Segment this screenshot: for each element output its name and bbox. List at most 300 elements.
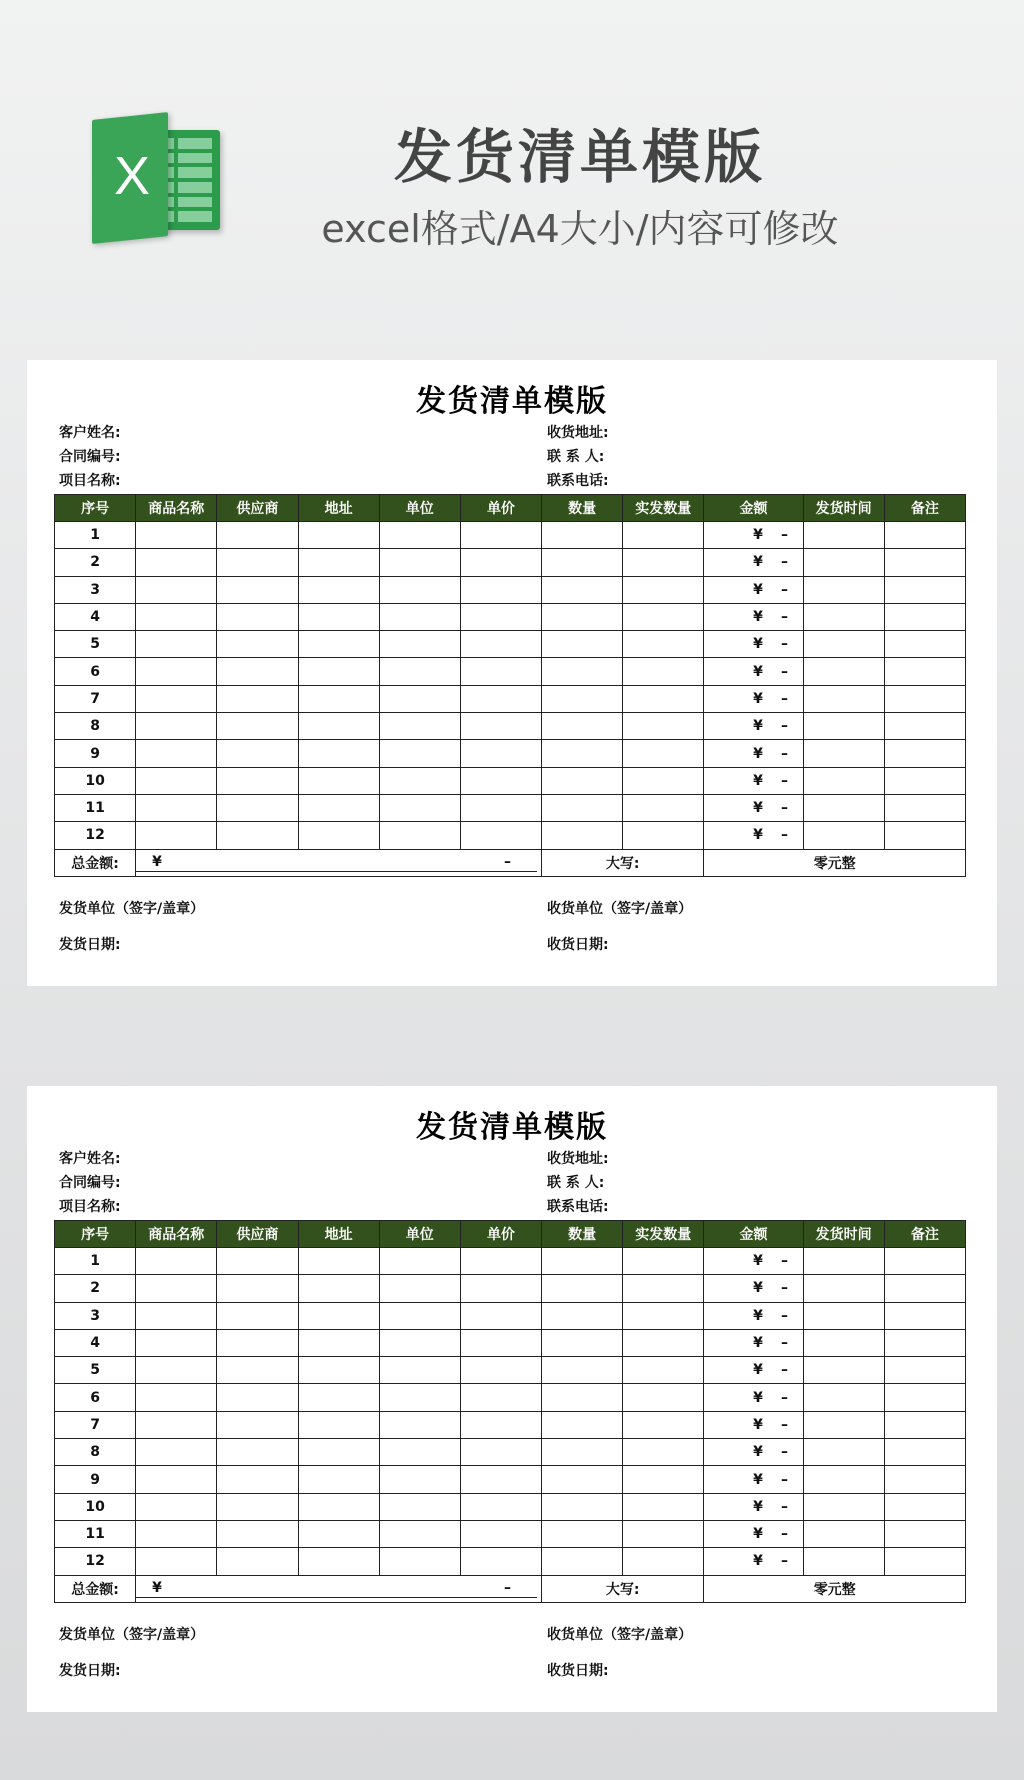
table-cell[interactable] xyxy=(298,1248,379,1275)
amount-cell xyxy=(704,822,803,849)
currency-symbol: ¥ xyxy=(753,1444,763,1461)
table-cell[interactable] xyxy=(803,576,884,603)
table-cell[interactable] xyxy=(623,631,704,658)
table-cell[interactable] xyxy=(623,1411,704,1438)
amount-cell xyxy=(704,522,803,549)
table-cell[interactable] xyxy=(217,794,298,821)
table-cell[interactable] xyxy=(623,549,704,576)
table-cell[interactable] xyxy=(803,522,884,549)
table-cell[interactable] xyxy=(136,1493,217,1520)
table-cell[interactable] xyxy=(136,1384,217,1411)
receiver-unit-label: 收货单位（签字/盖章） xyxy=(547,1627,693,1643)
amount-cell xyxy=(704,1520,803,1547)
document-preview-1 xyxy=(27,360,997,986)
currency-symbol: ¥ xyxy=(753,690,763,707)
table-cell[interactable] xyxy=(379,522,460,549)
table-cell[interactable] xyxy=(298,522,379,549)
table-cell[interactable] xyxy=(217,1275,298,1302)
table-cell[interactable] xyxy=(298,549,379,576)
table-cell[interactable] xyxy=(623,1384,704,1411)
table-cell[interactable] xyxy=(460,1548,541,1575)
amount-dash: – xyxy=(780,663,788,680)
row-number-cell: 8 xyxy=(55,713,136,740)
table-cell[interactable] xyxy=(884,713,965,740)
table-cell[interactable] xyxy=(298,767,379,794)
table-cell[interactable] xyxy=(803,1439,884,1466)
table-cell[interactable] xyxy=(542,631,623,658)
table-cell[interactable] xyxy=(136,1411,217,1438)
table-header-row xyxy=(55,495,966,522)
table-cell[interactable] xyxy=(542,713,623,740)
table-cell[interactable] xyxy=(217,1329,298,1356)
table-row xyxy=(55,631,966,658)
column-header: 供应商 xyxy=(217,1221,298,1248)
column-header: 数量 xyxy=(542,495,623,522)
currency-symbol: ¥ xyxy=(753,1307,763,1324)
amount-dash: – xyxy=(780,554,788,571)
table-cell[interactable] xyxy=(460,603,541,630)
amount-dash: – xyxy=(780,718,788,735)
table-cell[interactable] xyxy=(623,685,704,712)
column-header: 发货时间 xyxy=(803,1221,884,1248)
table-cell[interactable] xyxy=(803,1248,884,1275)
table-cell[interactable] xyxy=(217,1439,298,1466)
table-cell[interactable] xyxy=(542,685,623,712)
table-cell[interactable] xyxy=(136,1302,217,1329)
amount-dash: – xyxy=(780,745,788,762)
table-cell[interactable] xyxy=(542,1548,623,1575)
table-cell[interactable] xyxy=(542,822,623,849)
table-cell[interactable] xyxy=(136,1520,217,1547)
table-cell[interactable] xyxy=(884,1384,965,1411)
row-number-cell: 7 xyxy=(55,1411,136,1438)
receiver-unit-label: 收货单位（签字/盖章） xyxy=(547,901,693,917)
table-cell[interactable] xyxy=(623,794,704,821)
table-row xyxy=(55,822,966,849)
table-cell[interactable] xyxy=(623,1439,704,1466)
table-cell[interactable] xyxy=(623,658,704,685)
table-cell[interactable] xyxy=(379,1248,460,1275)
table-cell[interactable] xyxy=(542,522,623,549)
table-cell[interactable] xyxy=(136,1329,217,1356)
table-cell[interactable] xyxy=(884,1411,965,1438)
table-cell[interactable] xyxy=(217,549,298,576)
table-cell[interactable] xyxy=(217,1248,298,1275)
table-cell[interactable] xyxy=(884,767,965,794)
table-cell[interactable] xyxy=(884,794,965,821)
table-cell[interactable] xyxy=(379,740,460,767)
table-cell[interactable] xyxy=(217,1357,298,1384)
table-cell[interactable] xyxy=(884,1329,965,1356)
table-cell[interactable] xyxy=(460,1466,541,1493)
table-cell[interactable] xyxy=(136,822,217,849)
column-header: 单位 xyxy=(379,1221,460,1248)
currency-symbol: ¥ xyxy=(753,1362,763,1379)
table-cell[interactable] xyxy=(217,1548,298,1575)
table-cell[interactable] xyxy=(803,1357,884,1384)
amount-dash: – xyxy=(780,1335,788,1352)
capital-amount-label: 大写: xyxy=(542,849,704,876)
table-cell[interactable] xyxy=(460,1384,541,1411)
table-cell[interactable] xyxy=(379,767,460,794)
table-cell[interactable] xyxy=(217,713,298,740)
table-cell[interactable] xyxy=(460,685,541,712)
hero-banner xyxy=(0,0,1024,320)
table-cell[interactable] xyxy=(217,1302,298,1329)
project-name-label: 项目名称: xyxy=(59,473,121,489)
table-cell[interactable] xyxy=(623,713,704,740)
table-cell[interactable] xyxy=(884,631,965,658)
table-cell[interactable] xyxy=(217,1411,298,1438)
table-cell[interactable] xyxy=(460,1302,541,1329)
table-cell[interactable] xyxy=(460,631,541,658)
row-number-cell: 12 xyxy=(55,1548,136,1575)
row-number-cell: 3 xyxy=(55,1302,136,1329)
table-cell[interactable] xyxy=(298,1439,379,1466)
table-cell[interactable] xyxy=(136,576,217,603)
table-cell[interactable] xyxy=(460,576,541,603)
table-cell[interactable] xyxy=(803,685,884,712)
table-cell[interactable] xyxy=(623,1302,704,1329)
table-cell[interactable] xyxy=(136,1439,217,1466)
table-cell[interactable] xyxy=(884,685,965,712)
table-cell[interactable] xyxy=(623,1466,704,1493)
table-cell[interactable] xyxy=(136,603,217,630)
table-cell[interactable] xyxy=(803,1384,884,1411)
table-cell[interactable] xyxy=(136,549,217,576)
table-cell[interactable] xyxy=(803,1275,884,1302)
table-cell[interactable] xyxy=(298,1548,379,1575)
table-cell[interactable] xyxy=(298,1493,379,1520)
table-cell[interactable] xyxy=(884,576,965,603)
table-cell[interactable] xyxy=(803,549,884,576)
table-cell[interactable] xyxy=(884,549,965,576)
table-cell[interactable] xyxy=(542,1493,623,1520)
table-cell[interactable] xyxy=(884,822,965,849)
table-cell[interactable] xyxy=(803,1548,884,1575)
table-cell[interactable] xyxy=(379,822,460,849)
contact-person-label: 联 系 人: xyxy=(547,1175,605,1191)
amount-cell xyxy=(704,1384,803,1411)
table-cell[interactable] xyxy=(623,522,704,549)
table-cell[interactable] xyxy=(379,603,460,630)
table-cell[interactable] xyxy=(217,1520,298,1547)
table-row xyxy=(55,658,966,685)
table-cell[interactable] xyxy=(136,522,217,549)
table-cell[interactable] xyxy=(298,822,379,849)
table-cell[interactable] xyxy=(217,1493,298,1520)
table-cell[interactable] xyxy=(136,631,217,658)
currency-symbol: ¥ xyxy=(753,1553,763,1570)
table-cell[interactable] xyxy=(884,1439,965,1466)
table-row xyxy=(55,740,966,767)
table-cell[interactable] xyxy=(803,794,884,821)
table-cell[interactable] xyxy=(298,1384,379,1411)
table-cell[interactable] xyxy=(623,740,704,767)
amount-cell xyxy=(704,549,803,576)
table-cell[interactable] xyxy=(379,1548,460,1575)
amount-cell xyxy=(704,1493,803,1520)
table-cell[interactable] xyxy=(379,794,460,821)
column-header: 实发数量 xyxy=(623,1221,704,1248)
table-cell[interactable] xyxy=(136,1248,217,1275)
table-cell[interactable] xyxy=(803,1411,884,1438)
table-cell[interactable] xyxy=(298,1302,379,1329)
table-cell[interactable] xyxy=(379,1384,460,1411)
table-cell[interactable] xyxy=(542,658,623,685)
table-cell[interactable] xyxy=(298,1466,379,1493)
table-cell[interactable] xyxy=(542,1357,623,1384)
table-cell[interactable] xyxy=(803,822,884,849)
amount-dash: – xyxy=(780,1498,788,1515)
table-cell[interactable] xyxy=(217,522,298,549)
table-cell[interactable] xyxy=(379,1275,460,1302)
table-cell[interactable] xyxy=(884,1357,965,1384)
table-cell[interactable] xyxy=(460,1248,541,1275)
table-cell[interactable] xyxy=(884,740,965,767)
table-cell[interactable] xyxy=(884,1466,965,1493)
table-row xyxy=(55,1275,966,1302)
table-cell[interactable] xyxy=(803,1466,884,1493)
total-amount-value xyxy=(136,1575,542,1602)
total-amount-label: 总金额: xyxy=(55,1575,136,1602)
table-cell[interactable] xyxy=(803,658,884,685)
currency-symbol: ¥ xyxy=(753,1335,763,1352)
table-cell[interactable] xyxy=(217,1466,298,1493)
amount-dash: – xyxy=(780,800,788,817)
amount-dash: – xyxy=(780,581,788,598)
table-cell[interactable] xyxy=(623,1275,704,1302)
hero-subtitle: excel格式/A4大小/内容可修改 xyxy=(321,207,839,251)
table-cell[interactable] xyxy=(803,1520,884,1547)
total-dash: – xyxy=(504,1579,512,1596)
table-cell[interactable] xyxy=(379,1329,460,1356)
table-cell[interactable] xyxy=(298,713,379,740)
table-cell[interactable] xyxy=(542,1302,623,1329)
table-cell[interactable] xyxy=(379,1520,460,1547)
table-cell[interactable] xyxy=(379,1439,460,1466)
table-cell[interactable] xyxy=(623,1248,704,1275)
column-header: 金额 xyxy=(704,495,803,522)
table-cell[interactable] xyxy=(136,713,217,740)
amount-cell xyxy=(704,603,803,630)
table-cell[interactable] xyxy=(298,1275,379,1302)
table-cell[interactable] xyxy=(379,1493,460,1520)
total-underline xyxy=(136,1597,537,1598)
table-cell[interactable] xyxy=(217,685,298,712)
table-cell[interactable] xyxy=(623,822,704,849)
table-cell[interactable] xyxy=(379,658,460,685)
table-cell[interactable] xyxy=(542,1329,623,1356)
table-cell[interactable] xyxy=(884,1248,965,1275)
table-cell[interactable] xyxy=(217,658,298,685)
contract-number-label: 合同编号: xyxy=(59,449,121,465)
table-cell[interactable] xyxy=(136,767,217,794)
table-cell[interactable] xyxy=(379,1302,460,1329)
table-cell[interactable] xyxy=(623,1329,704,1356)
table-cell[interactable] xyxy=(803,767,884,794)
contact-person-label: 联 系 人: xyxy=(547,449,605,465)
table-cell[interactable] xyxy=(217,740,298,767)
table-cell[interactable] xyxy=(298,658,379,685)
amount-dash: – xyxy=(780,636,788,653)
table-cell[interactable] xyxy=(884,603,965,630)
table-cell[interactable] xyxy=(379,576,460,603)
table-cell[interactable] xyxy=(298,1411,379,1438)
table-cell[interactable] xyxy=(623,767,704,794)
table-cell[interactable] xyxy=(460,713,541,740)
row-number-cell: 4 xyxy=(55,1329,136,1356)
table-cell[interactable] xyxy=(884,1275,965,1302)
table-cell[interactable] xyxy=(136,1548,217,1575)
excel-logo-letter: X xyxy=(113,146,151,206)
total-dash: – xyxy=(504,853,512,870)
table-cell[interactable] xyxy=(803,631,884,658)
table-cell[interactable] xyxy=(298,631,379,658)
total-currency-symbol: ¥ xyxy=(152,1579,162,1596)
table-cell[interactable] xyxy=(623,1520,704,1547)
table-cell[interactable] xyxy=(542,740,623,767)
table-cell[interactable] xyxy=(460,1329,541,1356)
amount-cell xyxy=(704,1411,803,1438)
table-cell[interactable] xyxy=(542,576,623,603)
table-cell[interactable] xyxy=(542,1248,623,1275)
table-cell[interactable] xyxy=(884,1493,965,1520)
table-cell[interactable] xyxy=(460,522,541,549)
table-cell[interactable] xyxy=(542,1439,623,1466)
currency-symbol: ¥ xyxy=(753,581,763,598)
row-number-cell: 7 xyxy=(55,685,136,712)
table-cell[interactable] xyxy=(298,794,379,821)
table-cell[interactable] xyxy=(136,740,217,767)
row-number-cell: 4 xyxy=(55,603,136,630)
table-cell[interactable] xyxy=(542,603,623,630)
table-cell[interactable] xyxy=(379,685,460,712)
table-cell[interactable] xyxy=(136,685,217,712)
table-cell[interactable] xyxy=(623,1493,704,1520)
table-cell[interactable] xyxy=(460,1520,541,1547)
table-cell[interactable] xyxy=(298,1329,379,1356)
delivery-table xyxy=(54,494,966,877)
table-cell[interactable] xyxy=(379,1411,460,1438)
currency-symbol: ¥ xyxy=(753,1280,763,1297)
delivery-address-label: 收货地址: xyxy=(547,1151,609,1167)
table-cell[interactable] xyxy=(217,767,298,794)
row-number-cell: 12 xyxy=(55,822,136,849)
row-number-cell: 5 xyxy=(55,1357,136,1384)
table-cell[interactable] xyxy=(460,1493,541,1520)
table-cell[interactable] xyxy=(217,603,298,630)
table-cell[interactable] xyxy=(379,713,460,740)
table-cell[interactable] xyxy=(217,1384,298,1411)
table-cell[interactable] xyxy=(803,740,884,767)
row-number-cell: 11 xyxy=(55,1520,136,1547)
capital-amount-label: 大写: xyxy=(542,1575,704,1602)
table-cell[interactable] xyxy=(136,1357,217,1384)
table-cell[interactable] xyxy=(460,767,541,794)
table-cell[interactable] xyxy=(298,576,379,603)
table-cell[interactable] xyxy=(136,658,217,685)
table-cell[interactable] xyxy=(136,1466,217,1493)
table-cell[interactable] xyxy=(803,1329,884,1356)
contract-number-label: 合同编号: xyxy=(59,1175,121,1191)
amount-dash: – xyxy=(780,1553,788,1570)
table-cell[interactable] xyxy=(542,794,623,821)
table-cell[interactable] xyxy=(542,767,623,794)
table-cell[interactable] xyxy=(136,794,217,821)
table-row xyxy=(55,1302,966,1329)
table-cell[interactable] xyxy=(379,549,460,576)
table-row xyxy=(55,522,966,549)
table-cell[interactable] xyxy=(460,740,541,767)
table-cell[interactable] xyxy=(217,822,298,849)
table-cell[interactable] xyxy=(623,603,704,630)
excel-logo-icon xyxy=(88,116,228,246)
table-cell[interactable] xyxy=(884,658,965,685)
table-cell[interactable] xyxy=(298,740,379,767)
table-row xyxy=(55,1357,966,1384)
currency-symbol: ¥ xyxy=(753,554,763,571)
table-cell[interactable] xyxy=(460,549,541,576)
currency-symbol: ¥ xyxy=(753,527,763,544)
table-cell[interactable] xyxy=(460,1411,541,1438)
table-cell[interactable] xyxy=(460,658,541,685)
table-cell[interactable] xyxy=(623,1548,704,1575)
amount-cell xyxy=(704,685,803,712)
table-cell[interactable] xyxy=(379,1466,460,1493)
amount-dash: – xyxy=(780,1471,788,1488)
currency-symbol: ¥ xyxy=(753,1526,763,1543)
table-cell[interactable] xyxy=(803,1302,884,1329)
table-cell[interactable] xyxy=(542,1384,623,1411)
amount-dash: – xyxy=(780,1280,788,1297)
amount-dash: – xyxy=(780,527,788,544)
table-cell[interactable] xyxy=(884,1548,965,1575)
table-cell[interactable] xyxy=(217,576,298,603)
table-cell[interactable] xyxy=(298,685,379,712)
table-cell[interactable] xyxy=(379,631,460,658)
table-cell[interactable] xyxy=(803,603,884,630)
table-cell[interactable] xyxy=(542,549,623,576)
table-cell[interactable] xyxy=(298,1357,379,1384)
table-cell[interactable] xyxy=(623,1357,704,1384)
table-cell[interactable] xyxy=(460,822,541,849)
table-cell[interactable] xyxy=(379,1357,460,1384)
table-cell[interactable] xyxy=(803,713,884,740)
table-cell[interactable] xyxy=(542,1466,623,1493)
table-cell[interactable] xyxy=(542,1520,623,1547)
table-cell[interactable] xyxy=(460,794,541,821)
table-cell[interactable] xyxy=(217,631,298,658)
table-cell[interactable] xyxy=(542,1275,623,1302)
table-cell[interactable] xyxy=(884,1520,965,1547)
table-cell[interactable] xyxy=(803,1493,884,1520)
column-header: 地址 xyxy=(298,1221,379,1248)
amount-cell xyxy=(704,794,803,821)
table-cell[interactable] xyxy=(884,522,965,549)
table-cell[interactable] xyxy=(298,1520,379,1547)
receive-date-label: 收货日期: xyxy=(547,1663,609,1679)
table-cell[interactable] xyxy=(884,1302,965,1329)
table-cell[interactable] xyxy=(460,1275,541,1302)
table-cell[interactable] xyxy=(136,1275,217,1302)
currency-symbol: ¥ xyxy=(753,1498,763,1515)
table-cell[interactable] xyxy=(298,603,379,630)
table-cell[interactable] xyxy=(460,1357,541,1384)
table-cell[interactable] xyxy=(542,1411,623,1438)
table-cell[interactable] xyxy=(460,1439,541,1466)
table-cell[interactable] xyxy=(623,576,704,603)
